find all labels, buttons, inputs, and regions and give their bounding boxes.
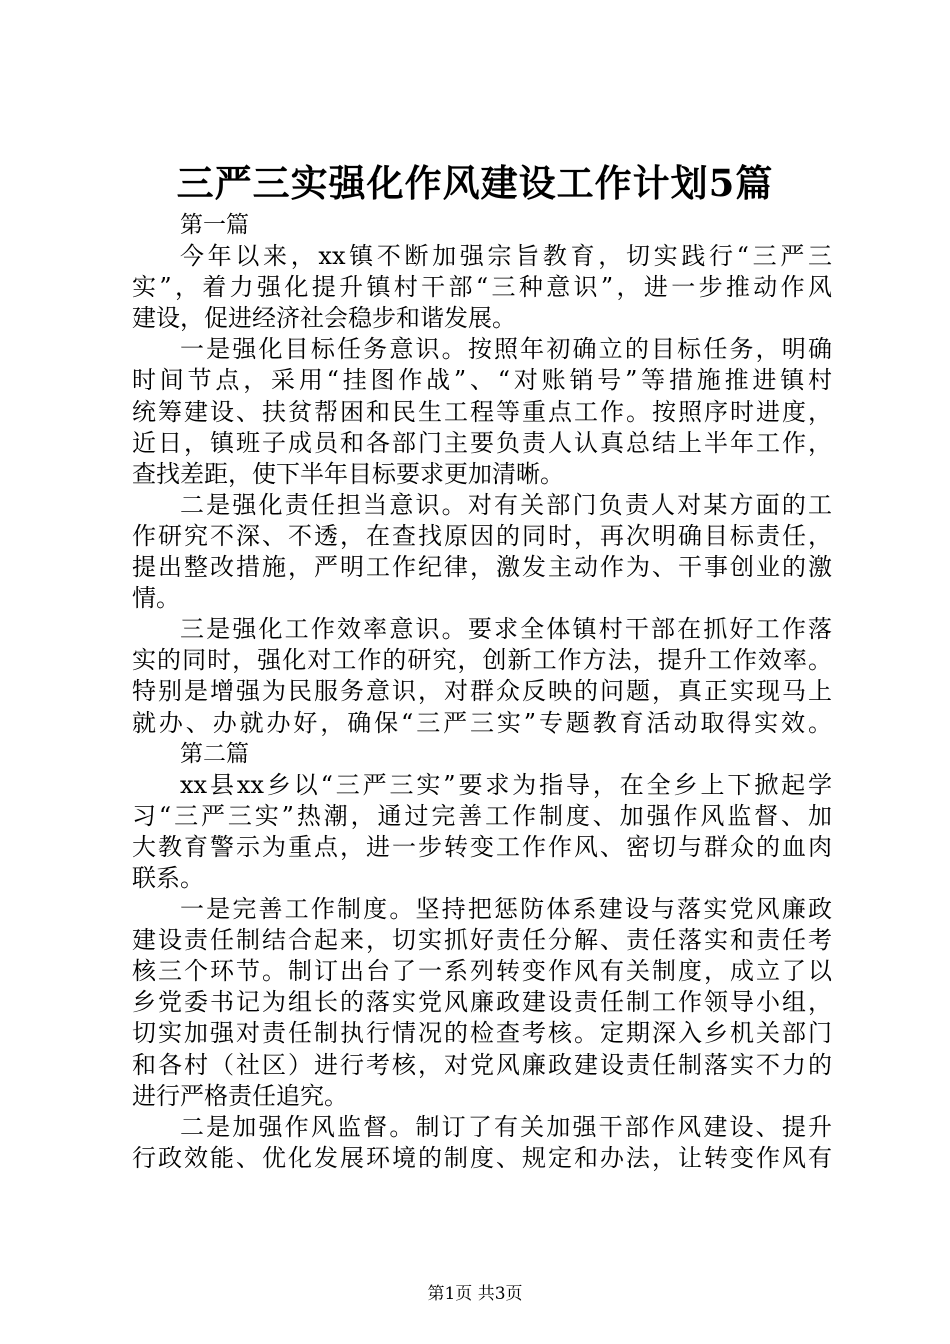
paragraph-line: 乡党委书记为组长的落实党风廉政建设责任制工作领导小组， <box>132 988 832 1017</box>
paragraph-line: 实的同时，强化对工作的研究，创新工作方法，提升工作效率。 <box>132 646 832 675</box>
paragraph-line: 一是强化目标任务意识。按照年初确立的目标任务，明确 <box>180 335 832 364</box>
page-number: 第1页 共3页 <box>427 1284 523 1304</box>
paragraph-line: 行政效能、优化发展环境的制度、规定和办法，让转变作风有 <box>132 1143 832 1172</box>
section-heading: 第一篇 <box>180 212 249 238</box>
paragraph-line: 特别是增强为民服务意识，对群众反映的问题，真正实现马上 <box>132 677 832 706</box>
document-title: 三严三实强化作风建设工作计划5篇 <box>176 161 774 205</box>
paragraph-line: 建设责任制结合起来，切实抓好责任分解、责任落实和责任考 <box>132 926 832 955</box>
document-body <box>132 210 832 1174</box>
paragraph-line: xx县xx乡以“三严三实”要求为指导，在全乡上下掀起学 <box>180 770 832 799</box>
paragraph-line: 统筹建设、扶贫帮困和民生工程等重点工作。按照序时进度， <box>132 397 832 426</box>
paragraph-line: 近日，镇班子成员和各部门主要负责人认真总结上半年工作， <box>132 428 832 457</box>
paragraph-line: 习“三严三实”热潮，通过完善工作制度、加强作风监督、加 <box>132 801 832 830</box>
section-heading: 第二篇 <box>180 740 249 767</box>
paragraph-line: 切实加强对责任制执行情况的检查考核。定期深入乡机关部门 <box>132 1019 832 1048</box>
paragraph-line: 建设，促进经济社会稳步和谐发展。 <box>132 304 516 333</box>
paragraph-line: 查找差距，使下半年目标要求更加清晰。 <box>132 459 564 488</box>
paragraph-line: 核三个环节。制订出台了一系列转变作风有关制度，成立了以 <box>132 957 832 986</box>
paragraph-line: 一是完善工作制度。坚持把惩防体系建设与落实党风廉政 <box>180 895 832 924</box>
paragraph-line: 时间节点，采用“挂图作战”、“对账销号”等措施推进镇村 <box>132 366 832 395</box>
paragraph-line: 三是强化工作效率意识。要求全体镇村干部在抓好工作落 <box>180 615 832 644</box>
paragraph-line: 和各村（社区）进行考核，对党风廉政建设责任制落实不力的 <box>132 1050 832 1079</box>
paragraph-line: 大教育警示为重点，进一步转变工作作风、密切与群众的血肉 <box>132 832 832 861</box>
paragraph-line: 就办、办就办好，确保“三严三实”专题教育活动取得实效。 <box>132 708 832 737</box>
paragraph-line: 联系。 <box>132 863 204 892</box>
paragraph-line: 二是加强作风监督。制订了有关加强干部作风建设、提升 <box>180 1112 832 1141</box>
paragraph-line: 进行严格责任追究。 <box>132 1081 348 1110</box>
paragraph-line: 提出整改措施，严明工作纪律，激发主动作为、干事创业的激 <box>132 553 832 582</box>
paragraph-line: 实”，着力强化提升镇村干部“三种意识”，进一步推动作风 <box>132 273 832 302</box>
paragraph-line: 今年以来，xx镇不断加强宗旨教育，切实践行“三严三 <box>180 242 832 271</box>
paragraph-line: 情。 <box>132 584 180 613</box>
paragraph-line: 作研究不深、不透，在查找原因的同时，再次明确目标责任， <box>132 521 832 550</box>
paragraph-line: 二是强化责任担当意识。对有关部门负责人对某方面的工 <box>180 490 832 519</box>
